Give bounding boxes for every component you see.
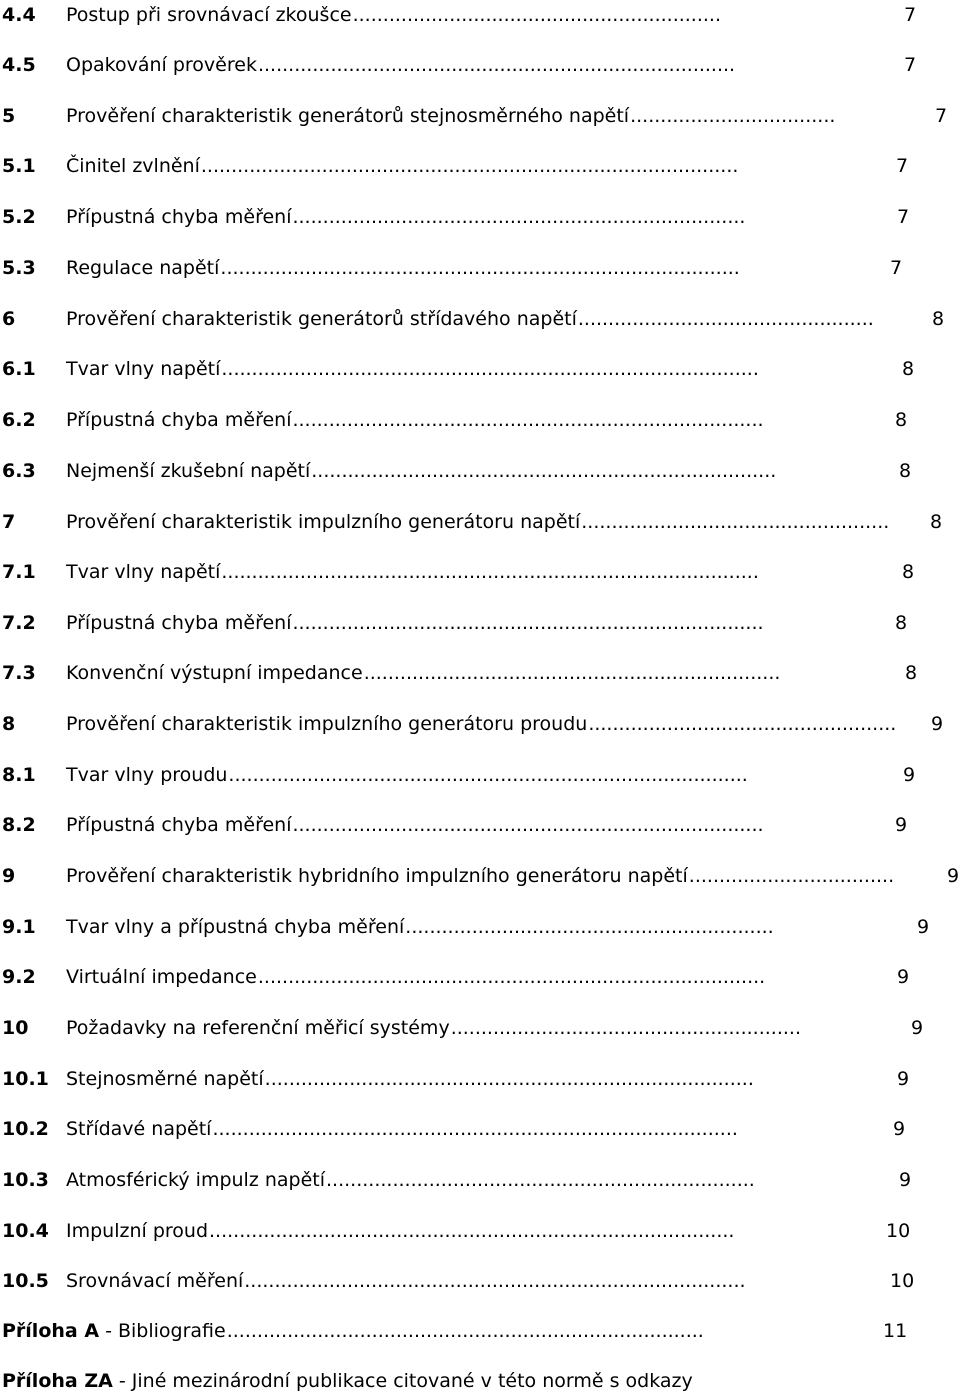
- entry-number: 4.4: [2, 4, 36, 26]
- entry-title: Regulace napětí: [66, 257, 220, 279]
- toc-entry[interactable]: [0, 912, 960, 942]
- entry-number: 5.3: [2, 257, 36, 279]
- toc-entry[interactable]: [0, 304, 960, 334]
- entry-page-number: 8: [899, 460, 912, 482]
- entry-page-number: 8: [895, 409, 908, 431]
- entry-page-number: 9: [899, 1169, 912, 1191]
- dot-leader: .........................................................................................: [221, 561, 759, 583]
- entry-page-number: 9: [917, 916, 930, 938]
- toc-entry[interactable]: [0, 50, 960, 80]
- dot-leader: ..................................: [688, 865, 895, 887]
- dot-leader: ...................................................: [581, 511, 890, 533]
- entry-page-number: 9: [947, 865, 960, 887]
- entry-page-number: 8: [905, 662, 918, 684]
- dot-leader: .................................................: [577, 308, 874, 330]
- dot-leader: .............................................................: [405, 916, 774, 938]
- entry-number: 6.3: [2, 460, 36, 482]
- toc-entry[interactable]: [0, 405, 960, 435]
- annex-page-number: 11: [883, 1320, 908, 1342]
- annex-title: - Jiné mezinárodní publikace citované v této normě s odkazy: [112, 1370, 693, 1392]
- entry-number: 7: [2, 511, 16, 533]
- toc-entry[interactable]: [0, 1013, 960, 1043]
- toc-entry[interactable]: [0, 861, 960, 891]
- entry-page-number: 10: [890, 1270, 915, 1292]
- entry-page-number: 7: [896, 155, 909, 177]
- entry-title: Prověření charakteristik generátorů střídavého napětí: [66, 308, 577, 330]
- entry-number: 10: [2, 1017, 29, 1039]
- toc-entry[interactable]: [0, 709, 960, 739]
- toc-entry[interactable]: [0, 507, 960, 537]
- dot-leader: .........................................................................................: [200, 155, 739, 177]
- entry-page-number: 7: [897, 206, 910, 228]
- entry-title: Přípustná chyba měření: [66, 206, 292, 228]
- entry-number: 8.1: [2, 764, 36, 786]
- entry-title: Konvenční výstupní impedance: [66, 662, 363, 684]
- entry-page-number: 9: [897, 1068, 910, 1090]
- entry-title: Prověření charakteristik impulzního generátoru proudu: [66, 713, 588, 735]
- entry-number: 10.3: [2, 1169, 49, 1191]
- entry-number: 7.3: [2, 662, 36, 684]
- entry-page-number: 9: [931, 713, 944, 735]
- toc-entry[interactable]: [0, 1114, 960, 1144]
- dot-leader: ...............................................................................: [257, 54, 736, 76]
- entry-page-number: 8: [902, 561, 915, 583]
- dot-leader: ...........................................................................: [292, 206, 746, 228]
- entry-title: Činitel zvlnění: [66, 155, 200, 177]
- entry-page-number: 8: [930, 511, 943, 533]
- entry-number: 7.2: [2, 612, 36, 634]
- dot-leader: ....................................................................................: [257, 966, 766, 988]
- annex-entry[interactable]: [2, 1366, 960, 1396]
- dot-leader: .................................................................................: [264, 1068, 754, 1090]
- toc-entry[interactable]: [0, 456, 960, 486]
- toc-entry[interactable]: [0, 557, 960, 587]
- entry-page-number: 7: [904, 54, 917, 76]
- annex-title: - Bibliografie: [99, 1320, 226, 1342]
- toc-entry[interactable]: [0, 1216, 960, 1246]
- toc-entry[interactable]: [0, 253, 960, 283]
- entry-page-number: 9: [895, 814, 908, 836]
- entry-title: Tvar vlny a přípustná chyba měření: [66, 916, 405, 938]
- toc-entry[interactable]: [0, 1266, 960, 1296]
- entry-title: Požadavky na referenční měřicí systémy: [66, 1017, 450, 1039]
- entry-page-number: 8: [895, 612, 908, 634]
- entry-number: 5.2: [2, 206, 36, 228]
- entry-title: Stejnosměrné napětí: [66, 1068, 264, 1090]
- entry-page-number: 7: [935, 105, 948, 127]
- entry-page-number: 9: [893, 1118, 906, 1140]
- entry-number: 10.1: [2, 1068, 49, 1090]
- dot-leader: .............................................................: [352, 4, 722, 26]
- entry-number: 9: [2, 865, 16, 887]
- entry-title: Nejmenší zkušební napětí: [66, 460, 311, 482]
- toc-entry[interactable]: [0, 1165, 960, 1195]
- annex-label: Příloha ZA: [2, 1370, 113, 1392]
- toc-entry[interactable]: [0, 0, 960, 30]
- entry-title: Srovnávací měření: [66, 1270, 244, 1292]
- dot-leader: ......................................................................................: [228, 764, 748, 786]
- entry-title: Virtuální impedance: [66, 966, 257, 988]
- entry-number: 10.4: [2, 1220, 49, 1242]
- entry-title: Přípustná chyba měření: [66, 409, 292, 431]
- dot-leader: ..............................................................................: [292, 612, 764, 634]
- entry-number: 9.1: [2, 916, 36, 938]
- toc-entry[interactable]: [0, 608, 960, 638]
- toc-entry[interactable]: [0, 354, 960, 384]
- toc-entry[interactable]: [0, 1064, 960, 1094]
- annex-label: Příloha A: [2, 1320, 100, 1342]
- entry-page-number: 7: [890, 257, 903, 279]
- entry-title: Prověření charakteristik hybridního impulzního generátoru napětí: [66, 865, 688, 887]
- annex-entry[interactable]: [2, 1316, 960, 1346]
- dot-leader: ..........................................................: [450, 1017, 801, 1039]
- toc-entry[interactable]: [0, 101, 960, 131]
- dot-leader: .........................................................................................: [221, 358, 759, 380]
- entry-title: Střídavé napětí: [66, 1118, 212, 1140]
- dot-leader: .............................................................................: [311, 460, 777, 482]
- dot-leader: .......................................................................................: [212, 1118, 738, 1140]
- entry-title: Prověření charakteristik impulzního generátoru napětí: [66, 511, 581, 533]
- entry-title: Prověření charakteristik generátorů stejnosměrného napětí: [66, 105, 630, 127]
- dot-leader: ..............................................................................: [292, 409, 764, 431]
- entry-number: 8.2: [2, 814, 36, 836]
- entry-number: 5.1: [2, 155, 36, 177]
- dot-leader: .......................................................................................: [209, 1220, 735, 1242]
- entry-title: Tvar vlny proudu: [66, 764, 228, 786]
- entry-title: Impulzní proud: [66, 1220, 209, 1242]
- entry-number: 8: [2, 713, 16, 735]
- entry-number: 6.1: [2, 358, 36, 380]
- dot-leader: ...................................................: [588, 713, 897, 735]
- dot-leader: .....................................................................: [363, 662, 781, 684]
- entry-title: Atmosférický impulz napětí: [66, 1169, 326, 1191]
- entry-page-number: 9: [903, 764, 916, 786]
- entry-number: 5: [2, 105, 16, 127]
- entry-title: Opakování prověrek: [66, 54, 257, 76]
- entry-page-number: 10: [886, 1220, 911, 1242]
- dot-leader: ..............................................................................: [292, 814, 764, 836]
- entry-number: 4.5: [2, 54, 36, 76]
- dot-leader: .......................................................................: [326, 1169, 755, 1191]
- dot-leader: ......................................................................................: [220, 257, 740, 279]
- toc-entry[interactable]: [0, 760, 960, 790]
- entry-title: Postup při srovnávací zkoušce: [66, 4, 352, 26]
- entry-title: Přípustná chyba měření: [66, 612, 292, 634]
- entry-title: Tvar vlny napětí: [66, 358, 221, 380]
- toc-entry[interactable]: [0, 151, 960, 181]
- entry-number: 9.2: [2, 966, 36, 988]
- entry-page-number: 9: [897, 966, 910, 988]
- entry-number: 10.2: [2, 1118, 49, 1140]
- entry-title: Přípustná chyba měření: [66, 814, 292, 836]
- entry-number: 6: [2, 308, 16, 330]
- dot-leader: ...................................................................................: [244, 1270, 746, 1292]
- entry-number: 6.2: [2, 409, 36, 431]
- toc-entry[interactable]: [0, 962, 960, 992]
- entry-title: Tvar vlny napětí: [66, 561, 221, 583]
- entry-page-number: 7: [904, 4, 917, 26]
- entry-page-number: 8: [902, 358, 915, 380]
- entry-page-number: 8: [932, 308, 945, 330]
- entry-page-number: 9: [911, 1017, 924, 1039]
- entry-number: 7.1: [2, 561, 36, 583]
- toc-entry[interactable]: [0, 810, 960, 840]
- dot-leader: ...............................................................................: [226, 1320, 704, 1342]
- toc-entry[interactable]: [0, 658, 960, 688]
- toc-entry[interactable]: [0, 202, 960, 232]
- entry-number: 10.5: [2, 1270, 49, 1292]
- dot-leader: ..................................: [630, 105, 836, 127]
